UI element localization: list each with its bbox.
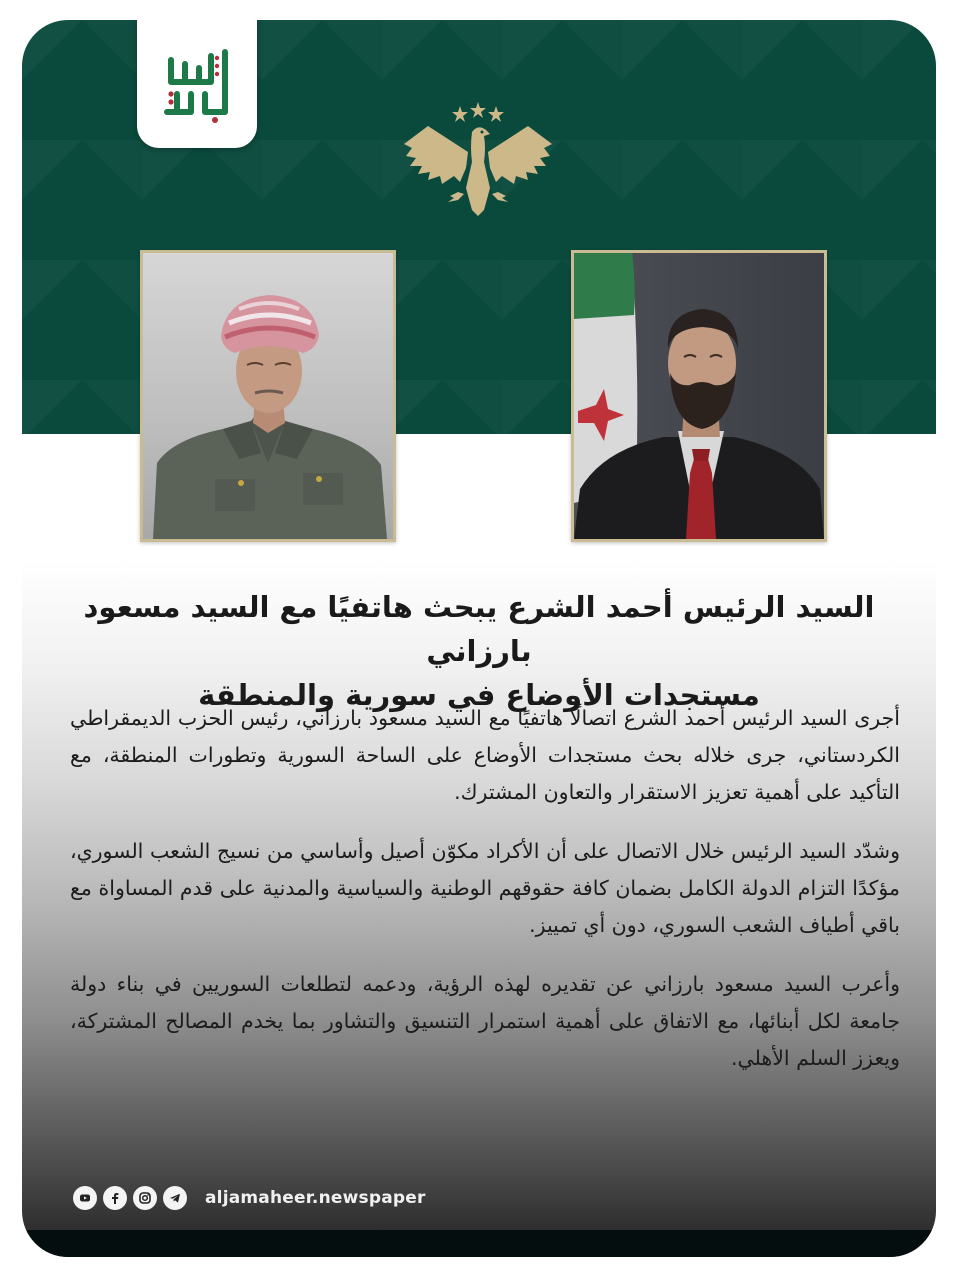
photo-frame-sharaa bbox=[571, 250, 827, 542]
headline-line-2: مستجدات الأوضاع في سورية والمنطقة bbox=[198, 678, 760, 712]
article-body bbox=[70, 700, 900, 1099]
masoud-barzani-portrait bbox=[143, 253, 393, 539]
headline-line-1: السيد الرئيس أحمد الشرع يبحث هاتفيًا مع السيد مسعود بارزاني bbox=[83, 590, 875, 668]
news-card bbox=[22, 20, 936, 1257]
paragraph-1: أجرى السيد الرئيس أحمد الشرع اتصالًا هاتفيًا مع السيد مسعود بارزاني، رئيس الحزب الديمقراطي الكردستاني، جرى خلاله بحث مستجدات الأوضاع على الساحة السورية وتطورات المنطقة، مع التأكيد على أهمية تعزيز الاستقرار والتعاون المشترك. bbox=[70, 706, 900, 804]
telegram-icon[interactable] bbox=[163, 1186, 187, 1210]
paragraph-3: وأعرب السيد مسعود بارزاني عن تقديره لهذه الرؤية، ودعمه لتطلعات السوريين في بناء دولة جامعة لكل أبنائها، مع الاتفاق على أهمية استمرار التنسيق والتشاور بما يخدم المصالح المشتركة، ويعزز السلم الأهلي. bbox=[70, 972, 900, 1070]
paragraph-2: وشدّد السيد الرئيس خلال الاتصال على أن الأكراد مكوّن أصيل وأساسي من نسيج الشعب السوري، مؤكدًا التزام الدولة الكامل بضمان كافة حقوقهم الوطنية والسياسية والمدنية على قدم المساواة مع باقي أطياف الشعب السوري، دون أي تمييز. bbox=[70, 839, 900, 937]
headline bbox=[52, 585, 906, 717]
portrait-figure-icon bbox=[143, 253, 393, 539]
bottom-strip bbox=[22, 1230, 936, 1257]
social-handle[interactable]: aljamaheer.newspaper bbox=[205, 1188, 426, 1208]
brand-logo[interactable] bbox=[137, 20, 257, 148]
ahmed-al-sharaa-portrait bbox=[574, 253, 824, 539]
eagle-emblem-icon bbox=[398, 92, 558, 222]
aljamaheer-logo-icon bbox=[155, 42, 239, 126]
social-footer bbox=[73, 1185, 426, 1211]
facebook-icon[interactable] bbox=[103, 1186, 127, 1210]
youtube-icon[interactable] bbox=[73, 1186, 97, 1210]
instagram-icon[interactable] bbox=[133, 1186, 157, 1210]
photo-frame-barzani bbox=[140, 250, 396, 542]
portrait-figure-icon bbox=[574, 253, 824, 539]
